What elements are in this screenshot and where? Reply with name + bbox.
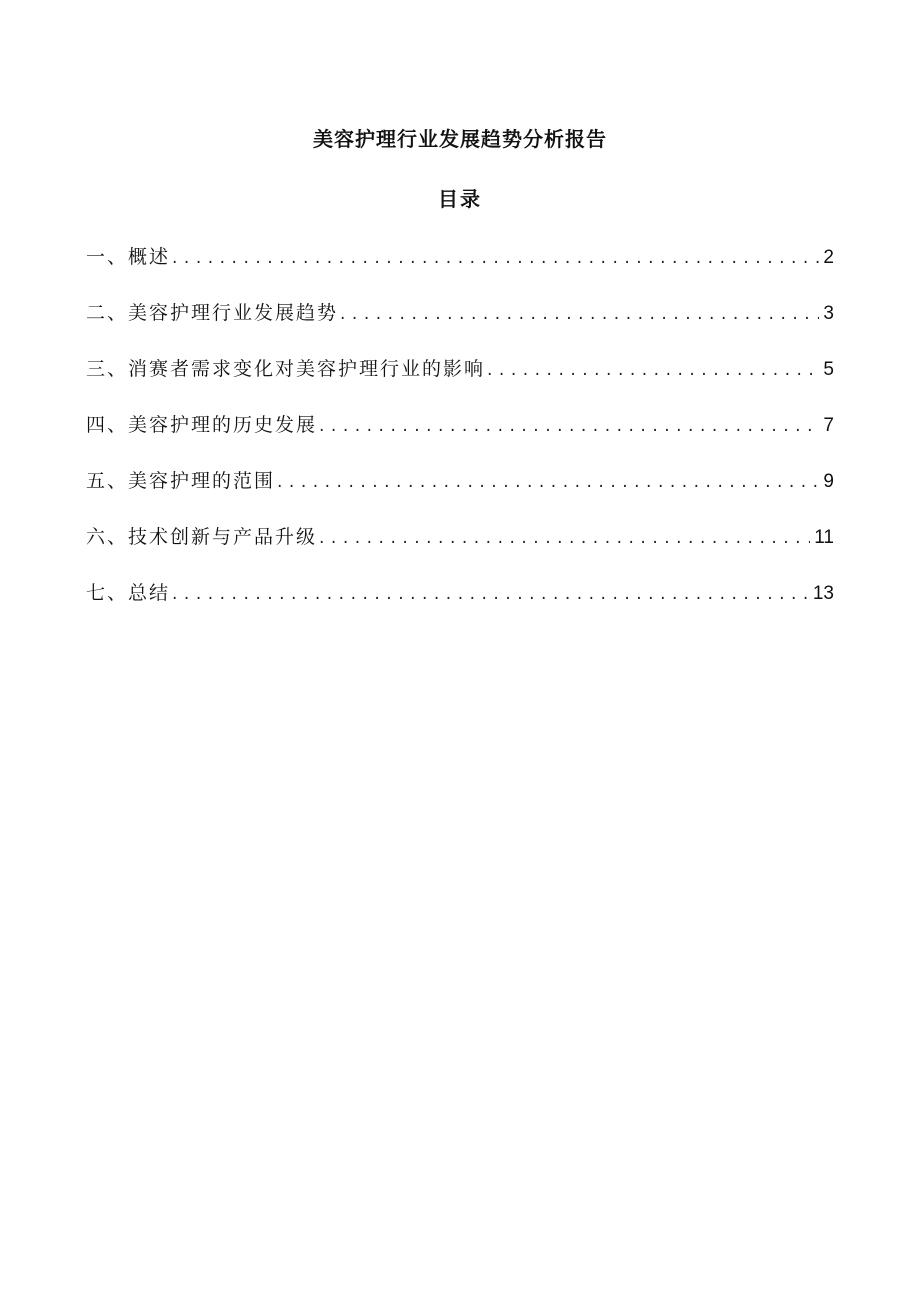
toc-dot-leader <box>487 355 819 385</box>
toc-entry-title: 三、消赛者需求变化对美容护理行业的影响 <box>86 358 486 380</box>
toc-page-number: 13 <box>812 583 834 604</box>
toc-heading: 目录 <box>438 187 482 211</box>
toc-page-number: 7 <box>823 415 834 436</box>
toc-entry-title: 六、技术创新与产品升级 <box>86 526 318 548</box>
toc-page-number: 5 <box>823 359 834 380</box>
toc-page-number: 11 <box>814 527 834 548</box>
toc-entry-title: 二、美容护理行业发展趋势 <box>86 302 339 324</box>
toc-entry-title: 五、美容护理的范围 <box>86 470 276 492</box>
toc-dot-leader <box>172 243 819 273</box>
toc-dot-leader <box>277 467 819 497</box>
toc-entry-title: 一、概述 <box>86 246 171 268</box>
toc-page-number: 9 <box>823 471 834 492</box>
toc-entry-title: 七、总结 <box>86 582 171 604</box>
toc-entry[interactable] <box>86 466 834 522</box>
toc-page-number: 2 <box>823 247 834 268</box>
toc-dot-leader <box>340 299 819 329</box>
toc-entry[interactable] <box>86 242 834 298</box>
toc-dot-leader <box>172 579 809 609</box>
toc-entry[interactable] <box>86 298 834 354</box>
toc-page-number: 3 <box>823 303 834 324</box>
table-of-contents <box>86 242 834 634</box>
toc-entry[interactable] <box>86 578 834 634</box>
toc-entry-title: 四、美容护理的历史发展 <box>86 414 318 436</box>
toc-entry[interactable] <box>86 410 834 466</box>
document-title: 美容护理行业发展趋势分析报告 <box>313 127 607 151</box>
toc-dot-leader <box>319 523 810 553</box>
toc-dot-leader <box>319 411 819 441</box>
toc-entry[interactable] <box>86 354 834 410</box>
toc-entry[interactable] <box>86 522 834 578</box>
